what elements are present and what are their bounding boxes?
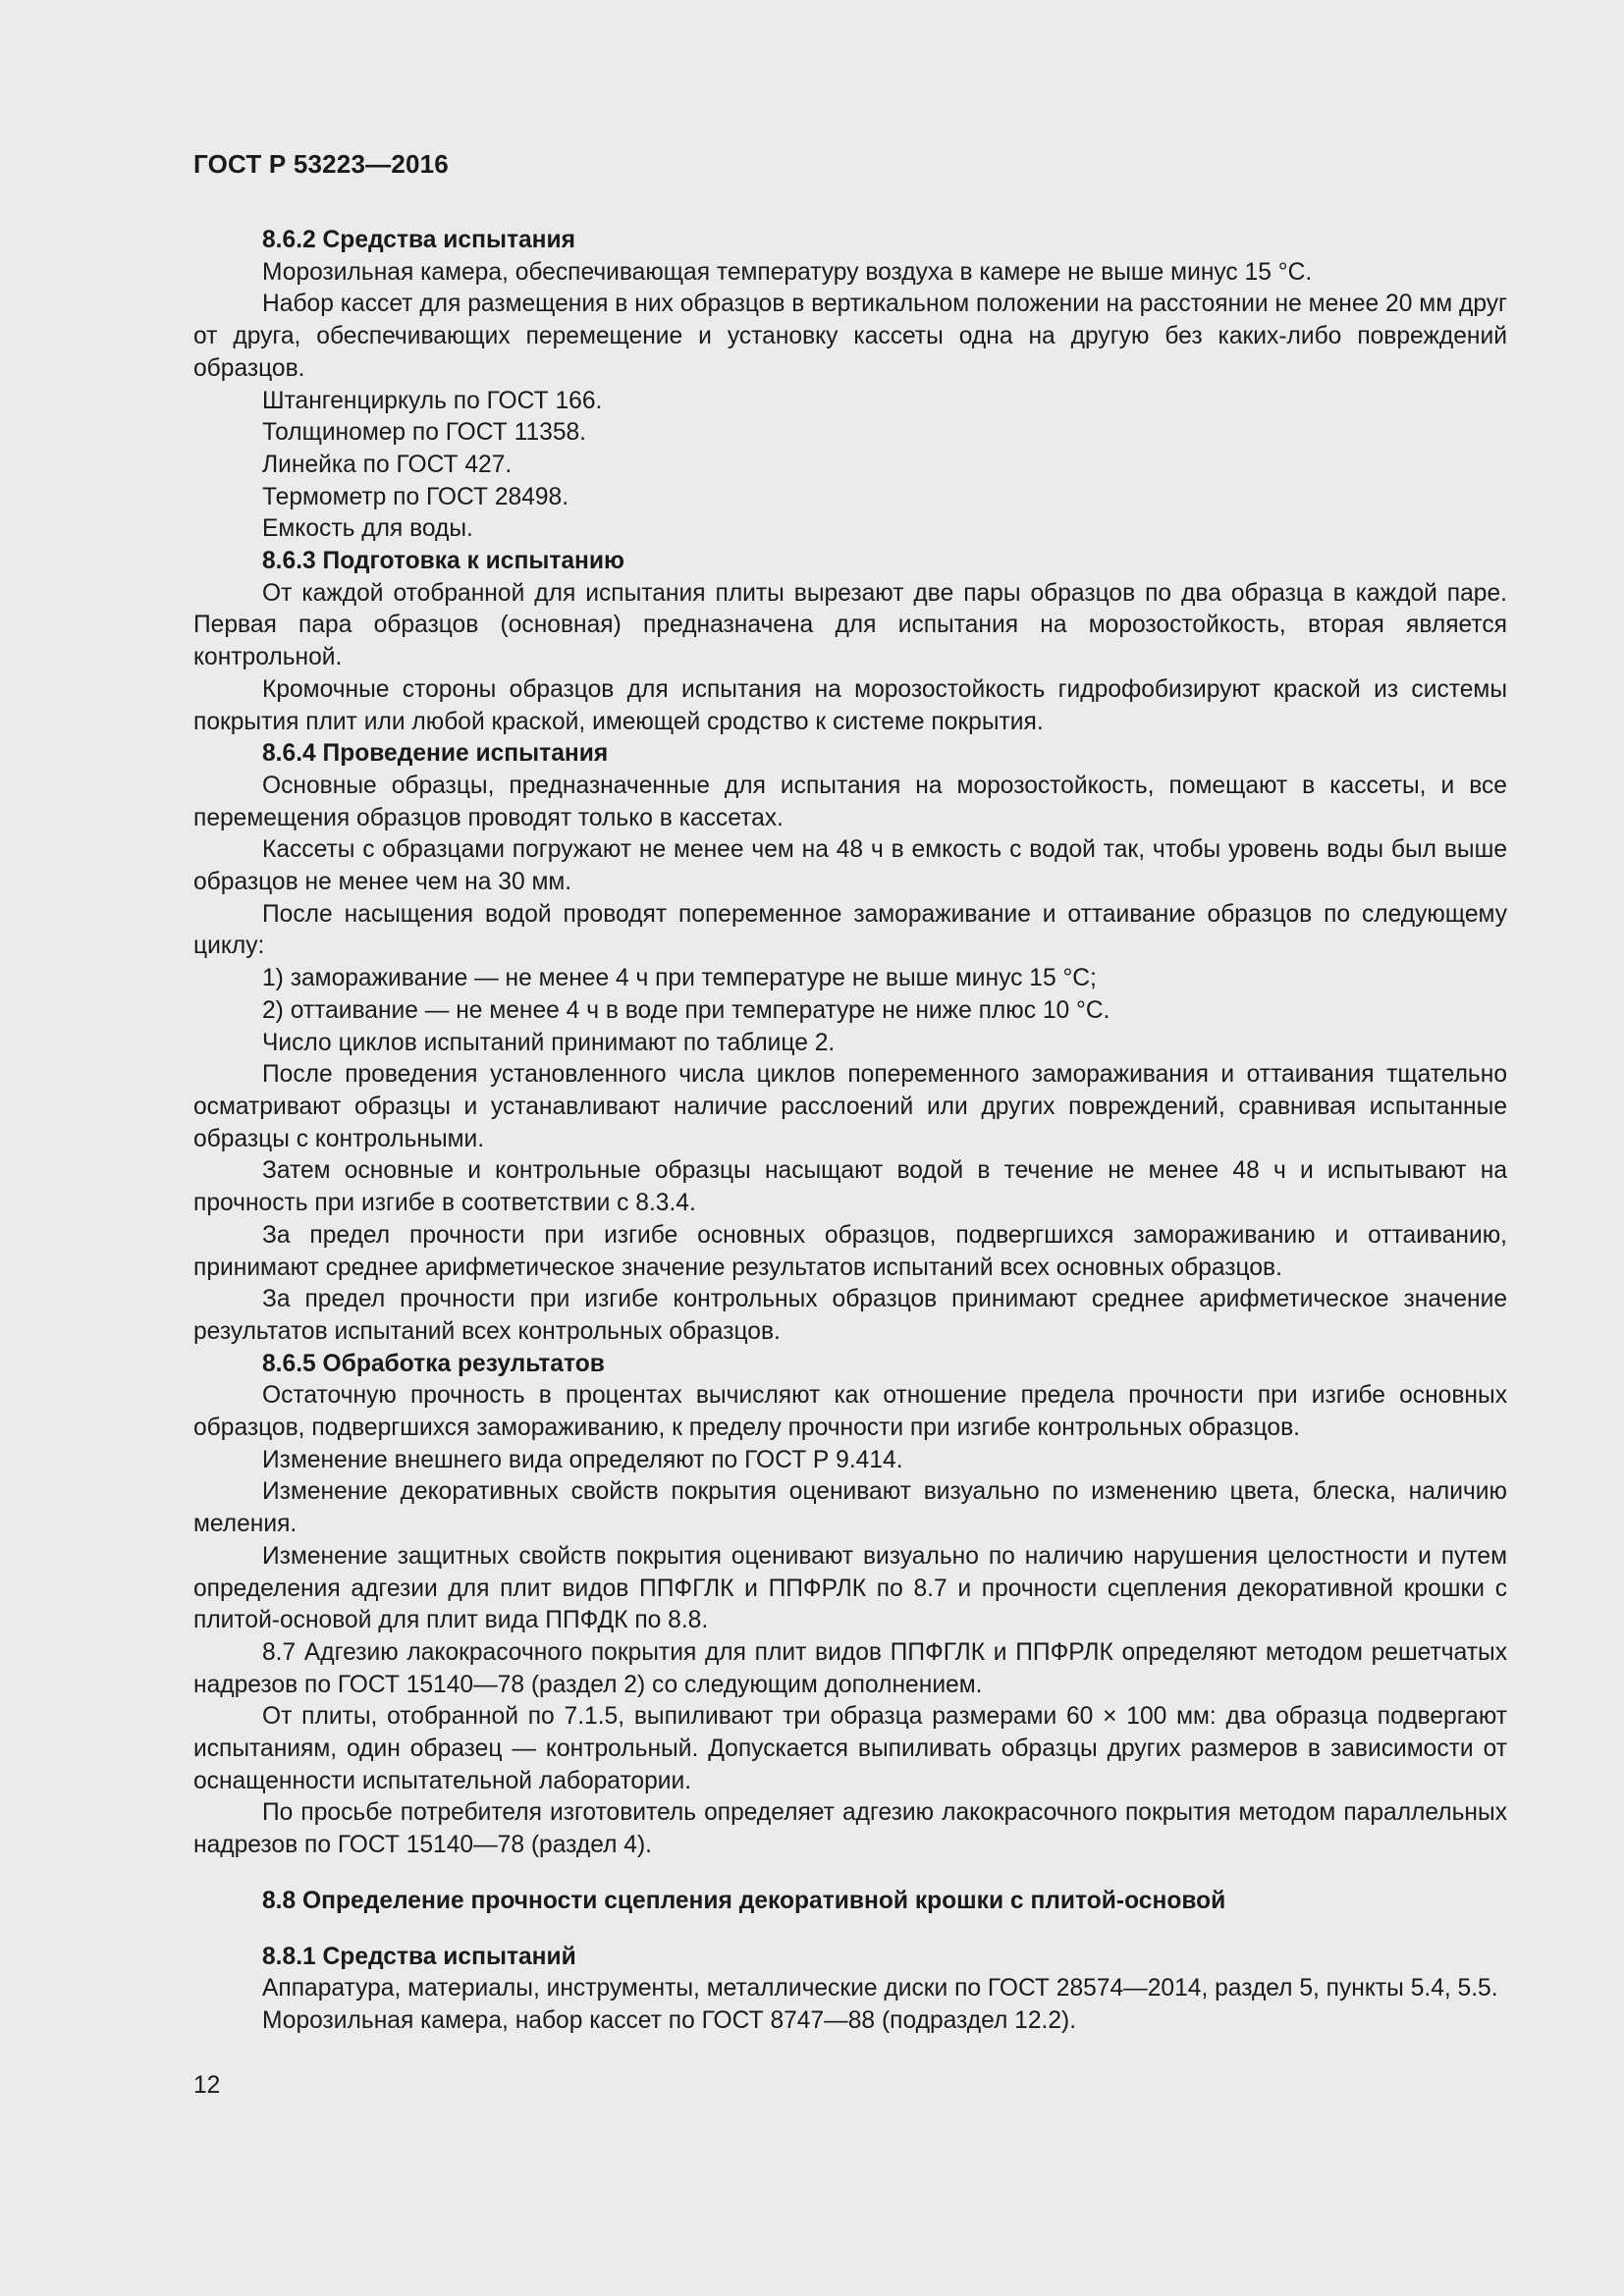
body-paragraph: Число циклов испытаний принимают по таблице 2. [262,1029,836,1056]
body-paragraph: После проведения установленного числа циклов попеременного замораживания и оттаивания тщательно осматривают образцы и устанавливают наличие расслоений или других повреждений, сравнивая испытанные образцы с контрольными. [193,1061,1507,1152]
body-paragraph: После насыщения водой проводят попеременное замораживание и оттаивание образцов по следующему циклу: [193,900,1507,960]
section-heading: 8.6.3 Подготовка к испытанию [262,548,625,575]
body-paragraph: Основные образцы, предназначенные для испытания на морозостойкость, помещают в кассеты, и все перемещения образцов проводят только в кассетах. [193,772,1507,831]
body-paragraph: Изменение декоративных свойств покрытия оценивают визуально по изменению цвета, блеска, наличию меления. [193,1478,1507,1538]
body-paragraph: Линейка по ГОСТ 427. [262,451,513,478]
body-paragraph: Емкость для воды. [262,515,473,543]
body-paragraph: 2) оттаивание — не менее 4 ч в воде при температуре не ниже плюс 10 °С. [262,996,1110,1024]
body-paragraph: 8.7 Адгезию лакокрасочного покрытия для плит видов ППФГЛК и ППФРЛК определяют методом решетчатых надрезов по ГОСТ 15140—78 (раздел 2) со следующим дополнением. [193,1638,1507,1698]
document-header-code: ГОСТ Р 53223—2016 [193,149,449,179]
body-paragraph: Изменение внешнего вида определяют по ГОСТ Р 9.414. [262,1446,903,1473]
body-paragraph: 1) замораживание — не менее 4 ч при температуре не выше минус 15 °С; [262,965,1097,992]
body-paragraph: Кромочные стороны образцов для испытания на морозостойкость гидрофобизируют краской из системы покрытия плит или любой краской, имеющей сродство к системе покрытия. [193,675,1507,735]
body-paragraph: Толщиномер по ГОСТ 11358. [262,419,587,447]
section-heading: 8.8 Определение прочности сцепления декоративной крошки с плитой-основой [262,1887,1226,1914]
page-number: 12 [193,2072,221,2099]
body-paragraph: За предел прочности при изгибе контрольных образцов принимают среднее арифметическое значение результатов испытаний всех контрольных образцов. [193,1286,1507,1345]
section-heading: 8.6.2 Средства испытания [262,227,576,253]
body-paragraph: Набор кассет для размещения в них образцов в вертикальном положении на расстоянии не менее 20 мм друг от друга, обеспечивающих перемещение и установку кассеты одна на другую без каких-либо повреждений образцов. [193,291,1507,382]
document-body [193,225,1507,2038]
body-paragraph: Остаточную прочность в процентах вычисляют как отношение предела прочности при изгибе основных образцов, подвергшихся замораживанию, к пределу прочности при изгибе контрольных образцов. [193,1382,1507,1442]
body-paragraph: Термометр по ГОСТ 28498. [262,483,569,510]
body-paragraph: Затем основные и контрольные образцы насыщают водой в течение не менее 48 ч и испытывают на прочность при изгибе в соответствии с 8.3.4. [193,1157,1507,1217]
body-paragraph: За предел прочности при изгибе основных образцов, подвергшихся замораживанию и оттаиванию, принимают среднее арифметическое значение результатов испытаний всех основных образцов. [193,1221,1507,1281]
body-paragraph: Кассеты с образцами погружают не менее чем на 48 ч в емкость с водой так, чтобы уровень воды был выше образцов не менее чем на 30 мм. [193,836,1507,896]
section-heading: 8.6.4 Проведение испытания [262,740,609,768]
body-paragraph: Морозильная камера, набор кассет по ГОСТ 8747—88 (подраздел 12.2). [262,2006,1077,2034]
section-heading: 8.6.5 Обработка результатов [262,1350,605,1377]
section-heading: 8.8.1 Средства испытаний [262,1943,576,1970]
body-paragraph: Морозильная камера, обеспечивающая температуру воздуха в камере не выше минус 15 °С. [262,258,1313,286]
body-paragraph: Изменение защитных свойств покрытия оценивают визуально по наличию нарушения целостности и путем определения адгезии для плит видов ППФГЛК и ППФРЛК по 8.7 и прочности сцепления декоративной крошки с плитой-основой для плит вида ППФДК по 8.8. [193,1542,1507,1634]
body-paragraph: По просьбе потребителя изготовитель определяет адгезию лакокрасочного покрытия методом параллельных надрезов по ГОСТ 15140—78 (раздел 4). [193,1799,1507,1859]
body-paragraph: Аппаратура, материалы, инструменты, металлические диски по ГОСТ 28574—2014, раздел 5, пункты 5.4, 5.5. [262,1975,1498,2002]
body-paragraph: От плиты, отобранной по 7.1.5, выпиливают три образца размерами 60 × 100 мм: два образца подвергают испытаниям, один образец — контрольный. Допускается выпиливать образцы других размеров в зависимости от оснащенности испытательной лаборатории. [193,1703,1507,1794]
body-paragraph: От каждой отобранной для испытания плиты вырезают две пары образцов по два образца в каждой паре. Первая пара образцов (основная) предназначена для испытания на морозостойкость, вторая является контрольной. [193,579,1507,671]
body-paragraph: Штангенциркуль по ГОСТ 166. [262,387,603,414]
